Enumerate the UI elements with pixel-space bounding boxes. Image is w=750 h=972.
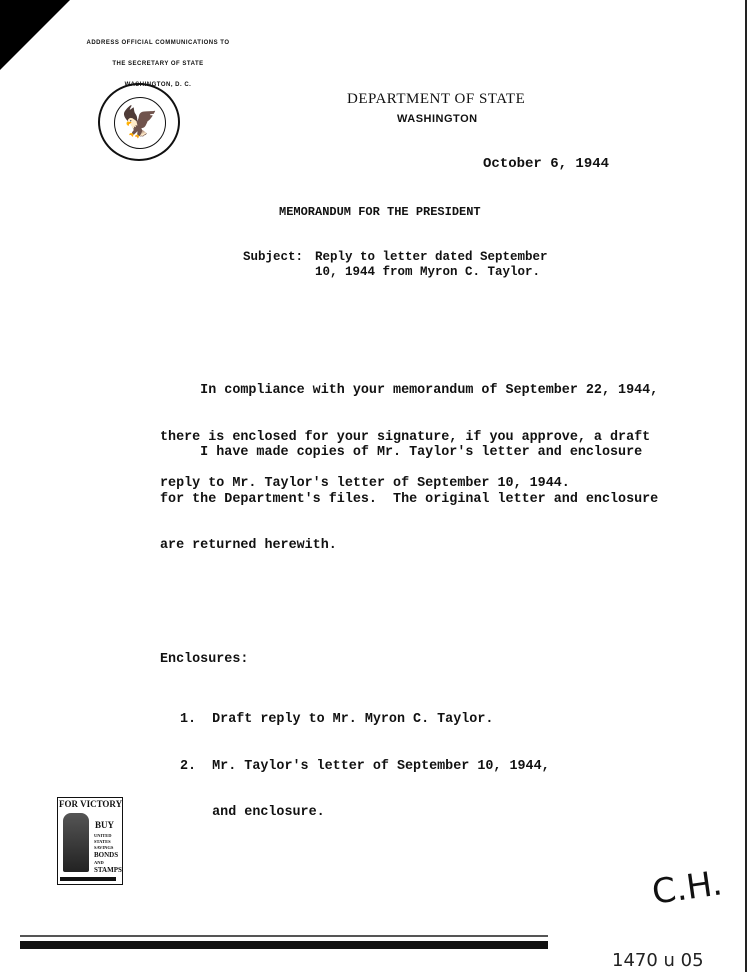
department-seal xyxy=(98,83,180,161)
enclosure-item: 1. Draft reply to Mr. Myron C. Taylor. xyxy=(180,712,494,727)
poster-base xyxy=(60,877,116,881)
eagle-icon: 🦅 xyxy=(114,97,166,149)
poster-line: STAMPS xyxy=(94,866,122,874)
address-line: THE SECRETARY OF STATE xyxy=(112,61,204,67)
body-line: reply to Mr. Taylor's letter of September 10, 1944. xyxy=(160,476,570,491)
file-number: 1470 u 05 xyxy=(612,950,704,971)
body-line: are returned herewith. xyxy=(160,538,337,553)
scan-corner-shadow xyxy=(0,0,70,70)
subject-label: Subject: xyxy=(243,250,304,264)
enclosure-item: and enclosure. xyxy=(180,805,325,820)
department-city: WASHINGTON xyxy=(397,113,478,125)
memo-title: MEMORANDUM FOR THE PRESIDENT xyxy=(279,205,481,219)
subject-line: 10, 1944 from Myron C. Taylor. xyxy=(315,265,541,279)
enclosures-label: Enclosures: xyxy=(160,652,249,667)
scan-edge xyxy=(745,0,747,972)
poster-line: BONDS xyxy=(94,851,119,859)
address-line: WASHINGTON, D. C. xyxy=(124,82,192,88)
subject-line: Reply to letter dated September xyxy=(315,250,548,264)
enclosures-list xyxy=(180,681,550,836)
poster-line: STATES xyxy=(94,839,111,844)
poster-line: UNITED xyxy=(94,833,112,838)
department-name: DEPARTMENT OF STATE xyxy=(347,91,526,107)
body-paragraph-2 xyxy=(160,414,658,569)
address-line: ADDRESS OFFICIAL COMMUNICATIONS TO xyxy=(86,40,230,46)
poster-title: FOR VICTORY xyxy=(59,799,123,809)
enclosure-item: 2. Mr. Taylor's letter of September 10, 1944, xyxy=(180,758,550,774)
body-line: I have made copies of Mr. Taylor's letter and enclosure xyxy=(160,445,643,460)
memo-date: October 6, 1944 xyxy=(483,156,610,172)
handwritten-initials: C.H. xyxy=(649,863,725,913)
scan-artifact-line xyxy=(20,935,548,937)
poster-line: AND xyxy=(94,860,104,865)
poster-buy: BUY xyxy=(95,820,115,830)
letterhead-address xyxy=(78,28,238,94)
body-line: In compliance with your memorandum of September 22, 1944, xyxy=(160,383,659,398)
scan-artifact-bar xyxy=(20,941,548,949)
poster-line: SAVINGS xyxy=(94,845,114,850)
body-line: for the Department's files. The original letter and enclosure xyxy=(160,491,659,507)
soldier-figure-icon xyxy=(63,813,89,872)
war-bonds-poster xyxy=(57,797,123,885)
body-line: there is enclosed for your signature, if you approve, a draft xyxy=(160,429,651,445)
